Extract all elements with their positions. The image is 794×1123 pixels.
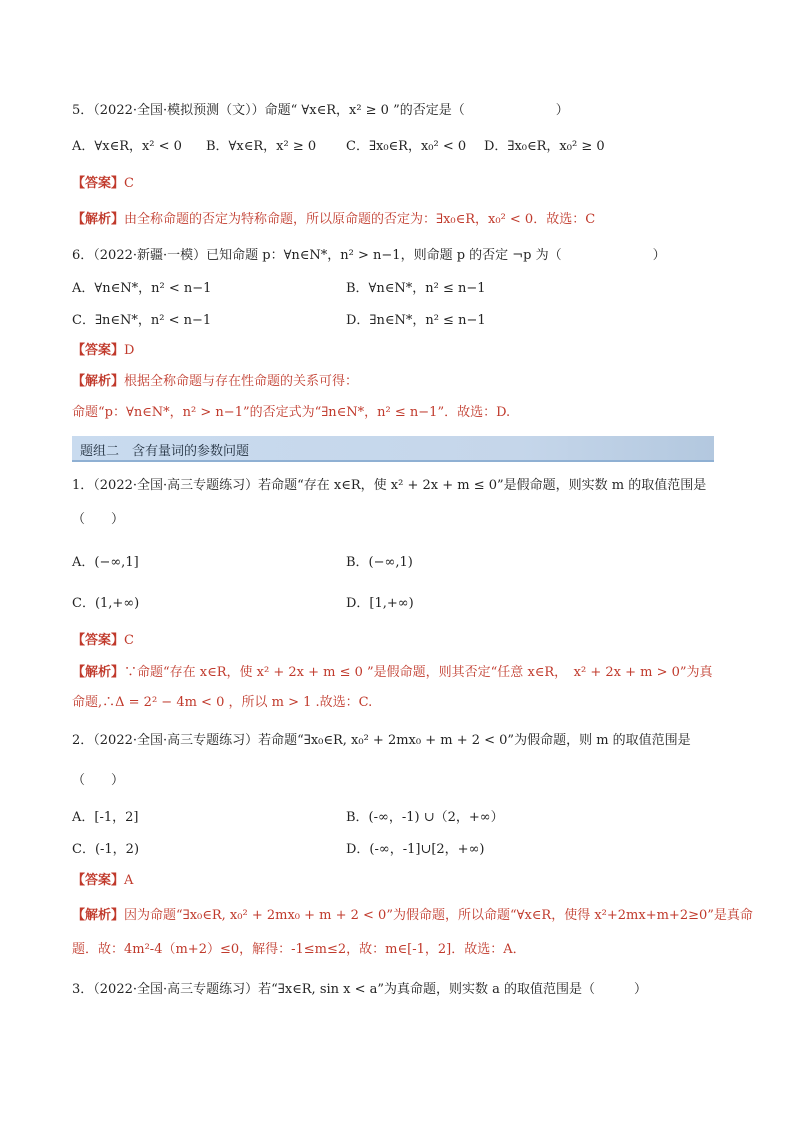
option-d: D．[1,+∞) (346, 596, 414, 611)
analysis-line (72, 907, 753, 925)
answer-label: 【答案】 (72, 176, 125, 191)
option-b: B．(-∞，-1) ∪（2，+∞） (346, 810, 504, 825)
analysis-text-2: 题．故：4m²-4（m+2）≤0，解得：-1≤m≤2，故：m∈[-1，2]．故选：A． (72, 942, 526, 957)
answer-line (72, 342, 134, 360)
analysis-text-2: 命题“p：∀n∈N*，n² > n−1”的否定式为“∃n∈N*，n² ≤ n−1”．故选：D. (72, 405, 511, 420)
analysis-label: 【解析】 (72, 908, 125, 923)
section-title: 题组二 含有量词的参数问题 (80, 444, 250, 459)
answer-label: 【答案】 (72, 873, 125, 888)
analysis-label: 【解析】 (72, 665, 125, 680)
option-a: A．∀x∈R，x² < 0 (72, 139, 182, 154)
option-c: C．(-1，2) (72, 842, 140, 857)
section-header (72, 436, 714, 462)
answer-label: 【答案】 (72, 633, 125, 648)
option-c: C．(1,+∞) (72, 596, 140, 611)
analysis-label: 【解析】 (72, 374, 125, 389)
answer-paren: （ ） (72, 512, 125, 527)
question-stem: 5．（2022·全国·模拟预测（文））命题“ ∀x∈R，x² ≥ 0 ”的否定是（ ） (72, 103, 569, 118)
analysis-line (72, 664, 713, 682)
option-b: B．∀n∈N*，n² ≤ n−1 (346, 281, 486, 296)
analysis-line (72, 211, 595, 229)
option-a: A．∀n∈N*，n² < n−1 (72, 281, 212, 296)
option-c: C．∃x₀∈R，x₀² < 0 (346, 139, 467, 154)
analysis-line (72, 373, 358, 391)
option-d: D．(-∞，-1]∪[2，+∞) (346, 842, 485, 857)
answer-value: D (124, 343, 135, 358)
answer-line (72, 175, 134, 193)
question-stem: 3．（2022·全国·高三专题练习）若“∃x∈R, sin x < a”为真命题，则实数 a 的取值范围是（ ） (72, 982, 648, 997)
answer-paren: （ ） (72, 773, 125, 788)
option-b: B．∀x∈R，x² ≥ 0 (206, 139, 317, 154)
question-stem: 2．（2022·全国·高三专题练习）若命题“∃x₀∈R, x₀² + 2mx₀ + m + 2 < 0”为假命题，则 m 的取值范围是 (72, 733, 691, 748)
analysis-text: 根据全称命题与存在性命题的关系可得： (124, 374, 359, 389)
question-stem: 6．（2022·新疆·一模）已知命题 p：∀n∈N*，n² > n−1，则命题 p 的否定 ¬p 为（ ） (72, 248, 666, 263)
option-c: C．∃n∈N*，n² < n−1 (72, 313, 212, 328)
analysis-text-2: 命题,∴Δ = 2² − 4m < 0 ，所以 m > 1 .故选：C. (72, 695, 373, 710)
analysis-label: 【解析】 (72, 212, 125, 227)
option-b: B．(−∞,1) (346, 555, 413, 570)
answer-line (72, 872, 133, 890)
question-stem: 1．（2022·全国·高三专题练习）若命题“存在 x∈R，使 x² + 2x + m ≤ 0”是假命题，则实数 m 的取值范围是 (72, 478, 707, 493)
analysis-text: 因为命题“∃x₀∈R, x₀² + 2mx₀ + m + 2 < 0”为假命题，所以命题“∀x∈R，使得 x²+2mx+m+2≥0”是真命 (124, 908, 753, 923)
analysis-text: ∵命题“存在 x∈R，使 x² + 2x + m ≤ 0 ”是假命题，则其否定“任意 x∈R， x² + 2x + m > 0”为真 (124, 665, 713, 680)
analysis-text: 由全称命题的否定为特称命题，所以原命题的否定为：∃x₀∈R，x₀² < 0．故选：C (124, 212, 596, 227)
answer-value: C (124, 633, 134, 648)
option-d: D．∃n∈N*，n² ≤ n−1 (346, 313, 486, 328)
answer-value: A (124, 873, 134, 888)
answer-label: 【答案】 (72, 343, 125, 358)
answer-line (72, 632, 134, 650)
option-a: A．(−∞,1] (72, 555, 139, 570)
option-a: A．[-1，2] (72, 810, 139, 825)
option-d: D．∃x₀∈R，x₀² ≥ 0 (484, 139, 605, 154)
answer-value: C (124, 176, 134, 191)
